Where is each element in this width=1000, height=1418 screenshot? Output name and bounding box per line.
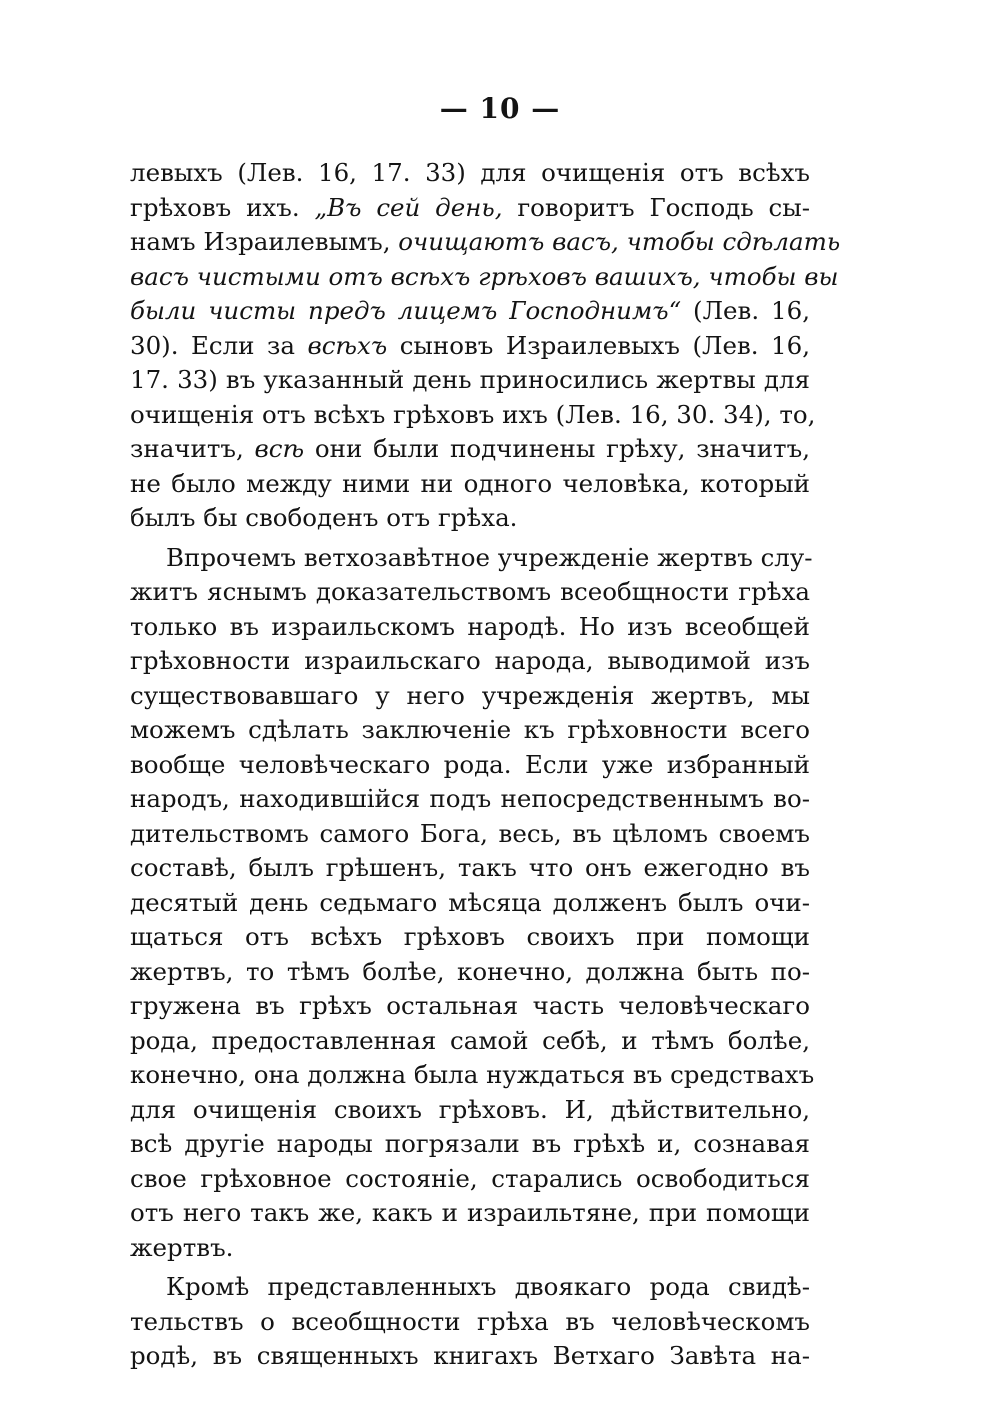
- text-segment: грѣховности израильскаго народа, выводимой изъ: [130, 646, 810, 675]
- text-line: [130, 294, 810, 329]
- text-line: [130, 1270, 810, 1305]
- text-segment: жертвъ, то тѣмъ болѣе, конечно, должна быть по-: [130, 956, 810, 986]
- text-line: [130, 920, 810, 955]
- text-line: [130, 329, 810, 364]
- text-line: [130, 886, 810, 921]
- text-segment: Кромѣ представленныхъ двоякаго рода свидѣ-: [166, 1272, 810, 1301]
- text-segment: можемъ сдѣлать заключеніе къ грѣховности всего: [130, 715, 810, 744]
- text-line: [130, 1339, 810, 1374]
- text-segment: житъ яснымъ доказательствомъ всеобщности грѣха: [130, 577, 810, 606]
- text-line: [130, 225, 841, 260]
- text-segment: всѣ другіе народы погрязали въ грѣхѣ и, сознавая: [130, 1129, 810, 1158]
- text-line: [130, 610, 810, 645]
- text-line: [130, 1024, 810, 1059]
- text-line: [130, 1231, 810, 1266]
- text-line: [130, 989, 810, 1024]
- text-segment: говоритъ Господь сы-: [502, 192, 811, 222]
- text-segment: существовавшаго у него учрежденія жертвъ, мы: [130, 680, 810, 710]
- text-segment: Впрочемъ ветхозавѣтное учрежденіе жертвъ слу-: [166, 542, 813, 572]
- text-line: [130, 1058, 815, 1093]
- text-line: [130, 398, 816, 433]
- page-number: — 10 —: [439, 92, 561, 125]
- text-segment: намъ Израилевымъ,: [130, 227, 399, 256]
- text-segment: свое грѣховное состояніе, старались освободиться: [130, 1163, 810, 1193]
- text-segment: конечно, она должна была нуждаться въ средствахъ: [130, 1060, 815, 1089]
- text-segment: 17. 33) въ указанный день приносились жертвы для: [130, 365, 810, 394]
- text-line: [130, 748, 810, 783]
- text-segment: только въ израильскомъ народѣ. Но изъ всеобщей: [130, 611, 810, 641]
- text-segment: очищенія отъ всѣхъ грѣховъ ихъ (Лев. 16, 30. 34), то,: [130, 399, 816, 429]
- text-line: [130, 955, 810, 990]
- text-line: [130, 541, 813, 576]
- text-line: [130, 156, 810, 191]
- text-segment: они были подчинены грѣху, значитъ,: [304, 434, 810, 463]
- text-line: [130, 679, 810, 714]
- text-segment: гружена въ грѣхъ остальная часть человѣческаго: [130, 991, 810, 1020]
- text-segment: дительствомъ самого Бога, весь, въ цѣломъ своемъ: [130, 818, 810, 848]
- text-line: [130, 260, 839, 295]
- text-segment: не было между ними ни одного человѣка, который: [130, 468, 810, 498]
- italic-segment: были чисты предъ лицемъ Господнимъ“: [130, 296, 682, 325]
- text-line: [130, 851, 810, 886]
- text-segment: 30). Если за: [130, 330, 308, 360]
- italic-segment: очищаютъ васъ, чтобы сдѣлать: [398, 227, 841, 256]
- text-line: [130, 1093, 810, 1128]
- text-line: [130, 501, 810, 536]
- text-segment: для очищенія своихъ грѣховъ. И, дѣйствительно,: [130, 1094, 810, 1124]
- text-line: [130, 1162, 810, 1197]
- text-line: [130, 782, 810, 817]
- text-segment: рода, предоставленная самой себѣ, и тѣмъ болѣе,: [130, 1025, 810, 1055]
- text-line: [130, 1305, 810, 1340]
- text-segment: составѣ, былъ грѣшенъ, такъ что онъ ежегодно въ: [130, 853, 810, 882]
- text-line: [130, 467, 810, 502]
- text-line: [130, 644, 810, 679]
- text-segment: значитъ,: [130, 434, 255, 463]
- text-segment: тельствъ о всеобщности грѣха въ человѣческомъ: [130, 1306, 810, 1336]
- text-line: [130, 575, 810, 610]
- text-segment: жертвъ.: [130, 1232, 234, 1262]
- text-line: [130, 363, 810, 398]
- text-segment: грѣховъ ихъ.: [130, 192, 315, 222]
- text-segment: сыновъ Израилевыхъ (Лев. 16,: [387, 330, 810, 360]
- text-segment: родѣ, въ священныхъ книгахъ Ветхаго Завѣта на-: [130, 1341, 810, 1370]
- text-line: [130, 817, 810, 852]
- italic-segment: всѣхъ: [307, 330, 388, 360]
- italic-segment: всѣ: [254, 434, 305, 463]
- text-segment: вообще человѣческаго рода. Если уже избранный: [130, 749, 810, 779]
- text-segment: щаться отъ всѣхъ грѣховъ своихъ при помощи: [130, 922, 810, 951]
- text-line: [130, 191, 810, 226]
- text-segment: отъ него такъ же, какъ и израильтяне, при помощи: [130, 1198, 810, 1227]
- text-line: [130, 1127, 810, 1162]
- text-line: [130, 432, 810, 467]
- text-segment: былъ бы свободенъ отъ грѣха.: [130, 503, 518, 532]
- body-text: [130, 156, 841, 1374]
- text-line: [130, 713, 810, 748]
- italic-segment: „Въ сей день,: [314, 192, 503, 222]
- text-segment: десятый день седьмаго мѣсяца долженъ былъ очи-: [130, 887, 810, 917]
- text-line: [130, 1196, 810, 1231]
- text-segment: народъ, находившійся подъ непосредственнымъ во-: [130, 784, 810, 813]
- italic-segment: васъ чистыми отъ всѣхъ грѣховъ вашихъ, чтобы вы: [130, 261, 839, 291]
- text-segment: (Лев. 16,: [681, 296, 810, 325]
- text-segment: левыхъ (Лев. 16, 17. 33) для очищенія отъ всѣхъ: [130, 158, 810, 187]
